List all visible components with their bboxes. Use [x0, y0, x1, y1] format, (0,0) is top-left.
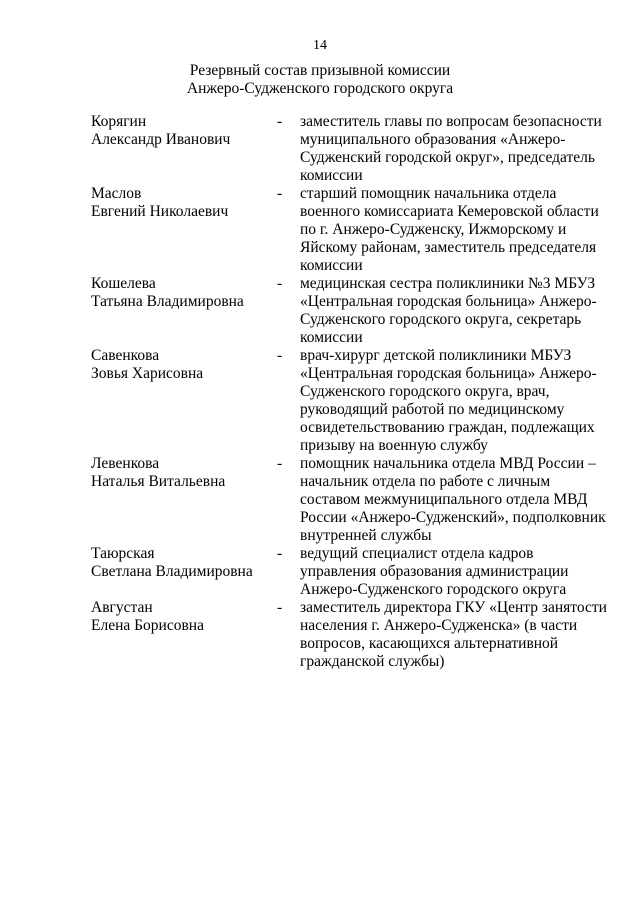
members-list — [91, 113, 611, 671]
role-line: Яйскому районам, заместитель председателя — [300, 239, 597, 256]
member-role — [300, 185, 611, 275]
separator-dash: - — [277, 455, 283, 472]
role-line: Судженского городского округа, секретарь — [300, 311, 582, 328]
role-line: России «Анжеро-Судженский», подполковник — [300, 509, 606, 526]
separator-dash: - — [277, 347, 283, 364]
role-line: гражданской службы) — [300, 653, 445, 670]
member-row — [91, 347, 611, 455]
member-given-names: Елена Борисовна — [91, 617, 204, 634]
member-row — [91, 113, 611, 185]
role-line: заместитель директора ГКУ «Центр занятости — [300, 599, 607, 616]
member-given-names: Светлана Владимировна — [91, 563, 253, 580]
member-name — [91, 185, 277, 221]
member-row — [91, 275, 611, 347]
member-given-names: Татьяна Владимировна — [91, 293, 244, 310]
member-surname: Кошелева — [91, 275, 156, 292]
page-number: 14 — [313, 38, 327, 53]
separator-dash: - — [277, 275, 283, 292]
role-line: управления образования администрации — [300, 563, 569, 580]
role-line: старший помощник начальника отдела — [300, 185, 557, 202]
separator-dash: - — [277, 599, 283, 616]
role-line: руководящий работой по медицинскому — [300, 401, 565, 418]
member-name — [91, 275, 277, 311]
role-line: призыву на военную службу — [300, 437, 488, 454]
title-line-1: Резервный состав призывной комиссии — [189, 62, 451, 79]
role-line: по г. Анжеро-Судженску, Ижморскому и — [300, 221, 567, 238]
member-role — [300, 545, 611, 599]
role-line: внутренней службы — [300, 527, 432, 544]
role-line: начальник отдела по работе с личным — [300, 473, 551, 490]
role-line: составом межмуниципального отдела МВД — [300, 491, 588, 508]
separator-dash: - — [277, 185, 283, 202]
title-line-2: Анжеро-Судженского городского округа — [186, 80, 454, 97]
separator-dash: - — [277, 545, 283, 562]
member-name — [91, 113, 277, 149]
member-surname: Корягин — [91, 113, 147, 130]
role-line: заместитель главы по вопросам безопасности — [300, 113, 602, 130]
member-given-names: Наталья Витальевна — [91, 473, 226, 490]
member-name — [91, 455, 277, 491]
member-name — [91, 599, 277, 635]
role-line: освидетельствованию граждан, подлежащих — [300, 419, 595, 436]
role-line: Судженского городского округа, врач, — [300, 383, 550, 400]
separator-dash: - — [277, 113, 283, 130]
member-row — [91, 185, 611, 275]
role-line: комиссии — [300, 329, 363, 346]
role-line: комиссии — [300, 167, 363, 184]
member-surname: Маслов — [91, 185, 142, 202]
role-line: врач-хирург детской поликлиники МБУЗ — [300, 347, 572, 364]
role-line: ведущий специалист отдела кадров — [300, 545, 534, 562]
member-role — [300, 275, 611, 347]
role-line: медицинская сестра поликлиники №3 МБУЗ — [300, 275, 596, 292]
role-line: помощник начальника отдела МВД России – — [300, 455, 596, 472]
member-role — [300, 455, 611, 545]
role-line: населения г. Анжеро-Судженска» (в части — [300, 617, 578, 634]
member-surname: Савенкова — [91, 347, 160, 364]
member-given-names: Александр Иванович — [91, 131, 231, 148]
member-name — [91, 347, 277, 383]
role-line: Судженский городской округ», председатель — [300, 149, 595, 166]
role-line: Анжеро-Судженского городского округа — [300, 581, 567, 598]
member-given-names: Зовья Харисовна — [91, 365, 204, 382]
member-row — [91, 455, 611, 545]
role-line: «Центральная городская больница» Анжеро- — [300, 365, 597, 382]
role-line: вопросов, касающихся альтернативной — [300, 635, 559, 652]
member-surname: Левенкова — [91, 455, 160, 472]
role-line: комиссии — [300, 257, 363, 274]
member-given-names: Евгений Николаевич — [91, 203, 229, 220]
member-role — [300, 113, 611, 185]
member-role — [300, 347, 611, 455]
role-line: военного комиссариата Кемеровской области — [300, 203, 599, 220]
role-line: муниципального образования «Анжеро- — [300, 131, 566, 148]
role-line: «Центральная городская больница» Анжеро- — [300, 293, 597, 310]
member-row — [91, 599, 611, 671]
member-row — [91, 545, 611, 599]
member-surname: Августан — [91, 599, 153, 616]
member-surname: Таюрская — [91, 545, 155, 562]
member-name — [91, 545, 277, 581]
document-title — [0, 62, 640, 98]
member-role — [300, 599, 611, 671]
